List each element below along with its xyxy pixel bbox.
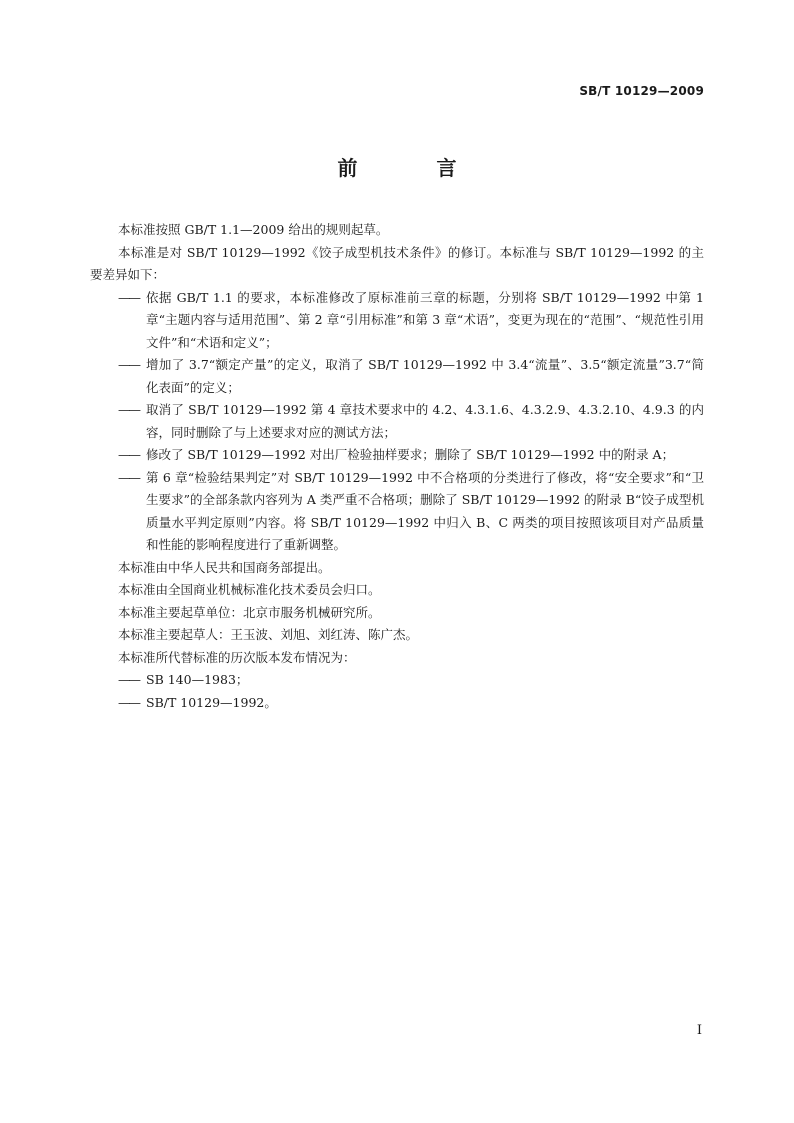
dash-marker: ——: [118, 447, 139, 462]
change-item-text: 增加了 3.7“额定产量”的定义，取消了 SB/T 10129—1992 中 3.4“流量”、3.5“额定流量”3.7“简化表面”的定义；: [146, 357, 704, 395]
page-title: 前 言: [337, 156, 493, 180]
change-item: [90, 467, 704, 557]
dash-marker: ——: [118, 357, 139, 372]
standard-code-header: SB/T 10129—2009: [579, 84, 704, 98]
change-item: [90, 399, 704, 444]
dash-marker: ——: [118, 469, 139, 485]
change-item-text: 修改了 SB/T 10129—1992 对出厂检验抽样要求；删除了 SB/T 10129—1992 中的附录 A；: [146, 447, 675, 462]
history-item-text: SB/T 10129—1992。: [146, 694, 277, 710]
dash-marker: ——: [118, 402, 139, 417]
paragraph-committee: 本标准由全国商业机械标准化技术委员会归口。: [118, 582, 381, 597]
history-item: [90, 692, 704, 715]
change-item: [90, 444, 704, 467]
change-item-text: 取消了 SB/T 10129—1992 第 4 章技术要求中的 4.2、4.3.1.6、4.3.2.9、4.3.2.10、4.9.3 的内容，同时删除了与上述要求对应的测试方法；: [146, 402, 704, 440]
paragraph-revision-intro: 本标准是对 SB/T 10129—1992《饺子成型机技术条件》的修订。本标准与 SB/T 10129—1992 的主要差异如下：: [90, 244, 704, 282]
paragraph-proposer: 本标准由中华人民共和国商务部提出。: [118, 559, 331, 575]
history-item-text: SB 140—1983；: [146, 672, 249, 687]
paragraph-drafting-rule: 本标准按照 GB/T 1.1—2009 给出的规则起草。: [118, 222, 389, 237]
document-body: [90, 219, 704, 714]
dash-marker: ——: [118, 289, 139, 305]
change-item: [90, 354, 704, 399]
dash-marker: ——: [118, 672, 139, 687]
paragraph-drafting-unit: 本标准主要起草单位：北京市服务机械研究所。: [118, 604, 381, 620]
change-item-text: 依据 GB/T 1.1 的要求，本标准修改了原标准前三章的标题，分别将 SB/T 10129—1992 中第 1 章“主题内容与适用范围”、第 2 章“引用标准”和第 3 章“术语”，变更为现在的“范围”、“规范性引用文件”和“术语和定义”；: [146, 289, 704, 350]
page-number: I: [696, 1023, 702, 1038]
paragraph-history-intro: 本标准所代替标准的历次版本发布情况为：: [118, 649, 356, 665]
change-item-text: 第 6 章“检验结果判定”对 SB/T 10129—1992 中不合格项的分类进行了修改，将“安全要求”和“卫生要求”的全部条款内容列为 A 类严重不合格项；删除了 SB/T 10129—1992 的附录 B“饺子成型机质量水平判定原则”内容。将 SB/T 10129—1992 中归入 B、C 两类的项目按照该项目对产品质量和性能的影响程度进行了重新调整。: [146, 469, 704, 552]
history-item: [90, 669, 704, 692]
change-item: [90, 287, 704, 355]
dash-marker: ——: [118, 694, 139, 710]
paragraph-drafters: 本标准主要起草人：王玉波、刘旭、刘红涛、陈广杰。: [118, 627, 419, 642]
